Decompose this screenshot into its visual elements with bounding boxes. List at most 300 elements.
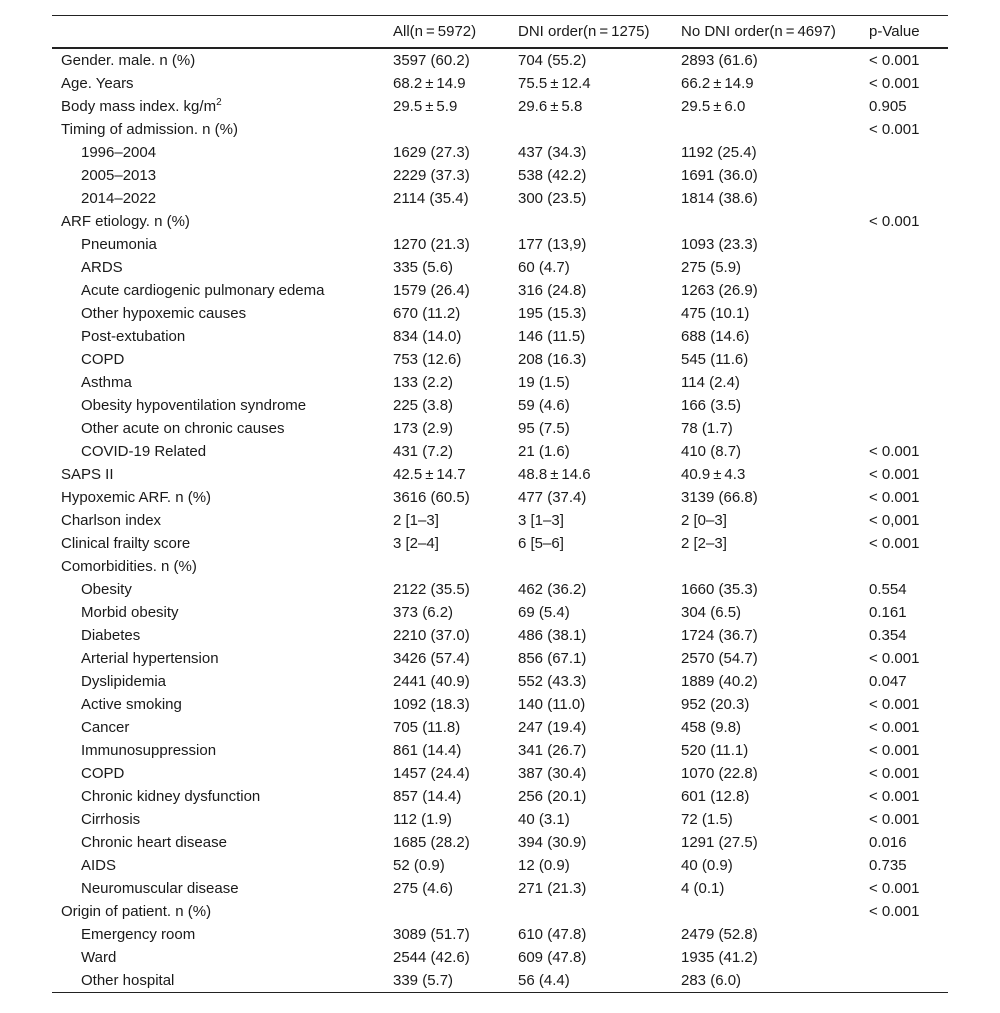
row-label — [52, 555, 384, 578]
cell-p-value — [860, 48, 948, 72]
cell-all-text: 2441 (40.9) — [393, 672, 470, 690]
cell-all — [384, 762, 509, 785]
cell-p-value — [860, 831, 948, 854]
header-dni-order: DNI order(n = 1275) — [509, 16, 672, 48]
cell-dni-order — [509, 555, 672, 578]
row-label-text: COPD — [81, 350, 125, 368]
cell-no-dni-order — [672, 647, 860, 670]
cell-no-dni-order-text: 545 (11.6) — [681, 350, 749, 368]
cell-all-text: 2 [1–3] — [393, 511, 439, 529]
cell-no-dni-order-text: 1691 (36.0) — [681, 166, 758, 184]
cell-dni-order-text: 271 (21.3) — [518, 879, 587, 897]
row-label — [52, 946, 384, 969]
row-label — [52, 302, 384, 325]
table-row — [52, 233, 948, 256]
cell-all-text: 275 (4.6) — [393, 879, 454, 897]
cell-p-value — [860, 187, 948, 210]
row-label — [52, 624, 384, 647]
row-label-text: Dyslipidemia — [81, 672, 167, 690]
cell-all-text: 112 (1.9) — [393, 810, 452, 828]
cell-all — [384, 808, 509, 831]
cell-dni-order — [509, 578, 672, 601]
cell-no-dni-order-text: 1889 (40.2) — [681, 672, 758, 690]
cell-all — [384, 463, 509, 486]
cell-no-dni-order — [672, 141, 860, 164]
table-row — [52, 854, 948, 877]
cell-p-value-text: < 0.001 — [869, 120, 920, 138]
cell-no-dni-order — [672, 877, 860, 900]
cell-no-dni-order — [672, 946, 860, 969]
cell-all — [384, 164, 509, 187]
cell-p-value — [860, 969, 948, 993]
cell-p-value — [860, 808, 948, 831]
cell-p-value — [860, 509, 948, 532]
row-label-text: Arterial hypertension — [81, 649, 219, 667]
cell-dni-order — [509, 440, 672, 463]
cell-dni-order-text: 177 (13,9) — [518, 235, 587, 253]
cell-no-dni-order-text: 601 (12.8) — [681, 787, 750, 805]
cell-no-dni-order-text: 1724 (36.7) — [681, 626, 758, 644]
cell-all — [384, 923, 509, 946]
table-row — [52, 187, 948, 210]
cell-no-dni-order — [672, 486, 860, 509]
cell-dni-order — [509, 48, 672, 72]
cell-dni-order — [509, 946, 672, 969]
cell-all-text: 1685 (28.2) — [393, 833, 470, 851]
cell-all-text: 133 (2.2) — [393, 373, 454, 391]
cell-all — [384, 670, 509, 693]
row-label-text: Cirrhosis — [81, 810, 141, 828]
row-label — [52, 509, 384, 532]
table-row — [52, 762, 948, 785]
cell-all — [384, 509, 509, 532]
cell-dni-order — [509, 463, 672, 486]
cell-all — [384, 141, 509, 164]
cell-no-dni-order-text: 66.2 ± 14.9 — [681, 74, 754, 92]
cell-all-text: 1629 (27.3) — [393, 143, 470, 161]
row-label — [52, 831, 384, 854]
cell-all — [384, 187, 509, 210]
cell-dni-order-text: 21 (1.6) — [518, 442, 570, 460]
row-label — [52, 463, 384, 486]
row-label-text: Other hypoxemic causes — [81, 304, 247, 322]
cell-dni-order-text: 704 (55.2) — [518, 51, 587, 69]
row-label-text: Timing of admission. n (%) — [61, 120, 238, 138]
row-label-text: Immunosuppression — [81, 741, 217, 759]
cell-all — [384, 555, 509, 578]
cell-p-value-text: < 0.001 — [869, 74, 920, 92]
cell-dni-order — [509, 900, 672, 923]
cell-no-dni-order-text: 4 (0.1) — [681, 879, 725, 897]
cell-no-dni-order-text: 283 (6.0) — [681, 971, 742, 989]
cell-no-dni-order — [672, 578, 860, 601]
cell-dni-order-text: 48.8 ± 14.6 — [518, 465, 591, 483]
cell-all — [384, 532, 509, 555]
cell-all-text: 225 (3.8) — [393, 396, 454, 414]
cell-all-text: 1270 (21.3) — [393, 235, 470, 253]
cell-p-value-text: < 0.001 — [869, 488, 920, 506]
row-label-text: Active smoking — [81, 695, 182, 713]
row-label-text: Clinical frailty score — [61, 534, 191, 552]
cell-no-dni-order — [672, 762, 860, 785]
cell-all-text: 339 (5.7) — [393, 971, 454, 989]
cell-all-text: 68.2 ± 14.9 — [393, 74, 466, 92]
row-label-text: Body mass index. kg/m — [61, 97, 217, 115]
cell-dni-order — [509, 118, 672, 141]
table-row — [52, 210, 948, 233]
cell-p-value — [860, 555, 948, 578]
cell-no-dni-order — [672, 739, 860, 762]
cell-p-value-text: < 0,001 — [869, 511, 920, 529]
cell-p-value — [860, 762, 948, 785]
row-label-text: Gender. male. n (%) — [61, 51, 196, 69]
cell-all-text: 431 (7.2) — [393, 442, 454, 460]
cell-no-dni-order-text: 1814 (38.6) — [681, 189, 758, 207]
row-label-text: Asthma — [81, 373, 132, 391]
cell-p-value — [860, 900, 948, 923]
cell-no-dni-order — [672, 785, 860, 808]
row-label — [52, 647, 384, 670]
row-label — [52, 371, 384, 394]
cell-dni-order-text: 437 (34.3) — [518, 143, 587, 161]
table-row — [52, 394, 948, 417]
table-row — [52, 348, 948, 371]
cell-no-dni-order — [672, 670, 860, 693]
cell-no-dni-order — [672, 693, 860, 716]
cell-no-dni-order-text: 688 (14.6) — [681, 327, 750, 345]
table-row — [52, 440, 948, 463]
row-label — [52, 187, 384, 210]
header-label-column — [52, 16, 384, 48]
cell-all — [384, 417, 509, 440]
row-label — [52, 48, 384, 72]
cell-dni-order — [509, 279, 672, 302]
cell-dni-order — [509, 371, 672, 394]
cell-all — [384, 440, 509, 463]
cell-dni-order-text: 75.5 ± 12.4 — [518, 74, 591, 92]
row-label — [52, 532, 384, 555]
row-label — [52, 279, 384, 302]
table-row — [52, 946, 948, 969]
cell-no-dni-order — [672, 900, 860, 923]
cell-p-value — [860, 463, 948, 486]
cell-p-value-text: < 0.001 — [869, 741, 920, 759]
row-label-text: Pneumonia — [81, 235, 157, 253]
cell-dni-order — [509, 601, 672, 624]
cell-p-value-text: 0.905 — [869, 97, 907, 115]
cell-p-value-text: 0.354 — [869, 626, 907, 644]
row-label-text: Chronic heart disease — [81, 833, 227, 851]
cell-no-dni-order — [672, 48, 860, 72]
row-label-text: Comorbidities. n (%) — [61, 557, 197, 575]
cell-all-text: 705 (11.8) — [393, 718, 461, 736]
cell-all-text: 753 (12.6) — [393, 350, 462, 368]
table-row — [52, 900, 948, 923]
cell-all — [384, 946, 509, 969]
cell-dni-order-text: 477 (37.4) — [518, 488, 587, 506]
cell-p-value — [860, 923, 948, 946]
cell-p-value — [860, 256, 948, 279]
table-row — [52, 877, 948, 900]
cell-dni-order-text: 538 (42.2) — [518, 166, 587, 184]
cell-no-dni-order — [672, 187, 860, 210]
cell-dni-order-text: 6 [5–6] — [518, 534, 564, 552]
table-row — [52, 578, 948, 601]
cell-no-dni-order — [672, 532, 860, 555]
cell-no-dni-order-text: 78 (1.7) — [681, 419, 733, 437]
cell-p-value-text: < 0.001 — [869, 534, 920, 552]
cell-no-dni-order-text: 40 (0.9) — [681, 856, 733, 874]
cell-dni-order-text: 316 (24.8) — [518, 281, 587, 299]
table-row — [52, 256, 948, 279]
cell-all — [384, 325, 509, 348]
cell-dni-order — [509, 808, 672, 831]
cell-dni-order-text: 486 (38.1) — [518, 626, 587, 644]
cell-no-dni-order — [672, 808, 860, 831]
row-label — [52, 785, 384, 808]
row-label-text: Post-extubation — [81, 327, 186, 345]
cell-no-dni-order-text: 458 (9.8) — [681, 718, 742, 736]
cell-no-dni-order — [672, 118, 860, 141]
cell-dni-order — [509, 624, 672, 647]
cell-no-dni-order — [672, 601, 860, 624]
cell-p-value-text: 0.016 — [869, 833, 907, 851]
cell-no-dni-order-text: 1291 (27.5) — [681, 833, 758, 851]
cell-dni-order — [509, 141, 672, 164]
cell-all — [384, 210, 509, 233]
cell-all-text: 373 (6.2) — [393, 603, 454, 621]
cell-dni-order — [509, 647, 672, 670]
table-row — [52, 72, 948, 95]
cell-no-dni-order — [672, 210, 860, 233]
row-label — [52, 325, 384, 348]
row-label-text: Neuromuscular disease — [81, 879, 239, 897]
cell-dni-order-text: 146 (11.5) — [518, 327, 586, 345]
cell-dni-order — [509, 233, 672, 256]
cell-no-dni-order-text: 410 (8.7) — [681, 442, 742, 460]
row-label-text: Cancer — [81, 718, 130, 736]
cell-dni-order-text: 341 (26.7) — [518, 741, 587, 759]
cell-p-value — [860, 693, 948, 716]
header-row — [52, 16, 948, 48]
row-label-text: Origin of patient. n (%) — [61, 902, 212, 920]
cell-dni-order-text: 95 (7.5) — [518, 419, 570, 437]
table-row — [52, 325, 948, 348]
cell-p-value-text: 0.047 — [869, 672, 907, 690]
row-label — [52, 233, 384, 256]
table-row — [52, 969, 948, 993]
cell-no-dni-order-text: 1935 (41.2) — [681, 948, 758, 966]
row-label-text: ARDS — [81, 258, 123, 276]
cell-all-text: 857 (14.4) — [393, 787, 462, 805]
table-row — [52, 48, 948, 72]
cell-p-value — [860, 532, 948, 555]
cell-all — [384, 624, 509, 647]
cell-no-dni-order — [672, 95, 860, 118]
cell-dni-order — [509, 762, 672, 785]
cell-dni-order — [509, 923, 672, 946]
cell-p-value — [860, 785, 948, 808]
cell-p-value-text: 0.554 — [869, 580, 907, 598]
row-label — [52, 440, 384, 463]
row-label-text: 1996–2004 — [81, 143, 157, 161]
row-label-text: 2014–2022 — [81, 189, 157, 207]
row-label — [52, 762, 384, 785]
cell-dni-order — [509, 670, 672, 693]
cell-dni-order — [509, 72, 672, 95]
cell-all — [384, 48, 509, 72]
cell-all — [384, 118, 509, 141]
row-label — [52, 141, 384, 164]
cell-no-dni-order-text: 952 (20.3) — [681, 695, 750, 713]
cell-p-value-text: < 0.001 — [869, 695, 920, 713]
table-row — [52, 647, 948, 670]
row-label-text: Obesity hypoventilation syndrome — [81, 396, 307, 414]
row-label — [52, 808, 384, 831]
cell-p-value — [860, 325, 948, 348]
cell-all — [384, 716, 509, 739]
row-label — [52, 877, 384, 900]
cell-no-dni-order — [672, 279, 860, 302]
cell-all — [384, 854, 509, 877]
cell-p-value-text: < 0.001 — [869, 764, 920, 782]
cell-dni-order — [509, 739, 672, 762]
row-label — [52, 601, 384, 624]
cell-dni-order — [509, 164, 672, 187]
baseline-characteristics-table-container — [52, 15, 948, 993]
cell-no-dni-order-text: 40.9 ± 4.3 — [681, 465, 746, 483]
cell-p-value — [860, 233, 948, 256]
cell-p-value — [860, 371, 948, 394]
cell-no-dni-order — [672, 463, 860, 486]
cell-p-value-text: < 0.001 — [869, 879, 920, 897]
cell-dni-order-text: 394 (30.9) — [518, 833, 587, 851]
cell-no-dni-order — [672, 923, 860, 946]
row-label — [52, 348, 384, 371]
cell-all-text: 1092 (18.3) — [393, 695, 470, 713]
row-label-text: ARF etiology. n (%) — [61, 212, 190, 230]
cell-no-dni-order — [672, 624, 860, 647]
cell-dni-order — [509, 969, 672, 993]
cell-dni-order — [509, 532, 672, 555]
row-label-text: COVID-19 Related — [81, 442, 207, 460]
cell-all-text: 3616 (60.5) — [393, 488, 470, 506]
cell-all-text: 834 (14.0) — [393, 327, 462, 345]
cell-all — [384, 371, 509, 394]
cell-p-value — [860, 118, 948, 141]
cell-no-dni-order-text: 275 (5.9) — [681, 258, 742, 276]
cell-all-text: 2210 (37.0) — [393, 626, 470, 644]
row-label — [52, 72, 384, 95]
cell-all-text: 670 (11.2) — [393, 304, 461, 322]
cell-no-dni-order — [672, 302, 860, 325]
table-header — [52, 16, 948, 48]
cell-p-value — [860, 348, 948, 371]
table-row — [52, 509, 948, 532]
cell-dni-order-text: 59 (4.6) — [518, 396, 570, 414]
cell-no-dni-order-text: 3139 (66.8) — [681, 488, 758, 506]
cell-dni-order-text: 12 (0.9) — [518, 856, 570, 874]
cell-all-text: 1457 (24.4) — [393, 764, 470, 782]
row-label — [52, 854, 384, 877]
table-row — [52, 716, 948, 739]
row-label-text: Charlson index — [61, 511, 162, 529]
table-row — [52, 141, 948, 164]
row-label — [52, 739, 384, 762]
row-label-text: Chronic kidney dysfunction — [81, 787, 261, 805]
table-row — [52, 95, 948, 118]
cell-all-text: 2122 (35.5) — [393, 580, 470, 598]
table-row — [52, 555, 948, 578]
cell-no-dni-order — [672, 394, 860, 417]
cell-p-value-text: < 0.001 — [869, 810, 920, 828]
cell-no-dni-order-text: 475 (10.1) — [681, 304, 750, 322]
cell-p-value — [860, 624, 948, 647]
cell-all — [384, 72, 509, 95]
row-label-text: Age. Years — [61, 74, 134, 92]
header-all: All(n = 5972) — [384, 16, 509, 48]
cell-p-value — [860, 210, 948, 233]
cell-dni-order-text: 56 (4.4) — [518, 971, 570, 989]
cell-p-value — [860, 854, 948, 877]
row-label — [52, 394, 384, 417]
cell-no-dni-order — [672, 716, 860, 739]
cell-dni-order-text: 69 (5.4) — [518, 603, 570, 621]
cell-all-text: 3597 (60.2) — [393, 51, 470, 69]
cell-dni-order — [509, 417, 672, 440]
cell-p-value — [860, 877, 948, 900]
cell-p-value-text: < 0.001 — [869, 649, 920, 667]
cell-no-dni-order-text: 2 [0–3] — [681, 511, 727, 529]
cell-all — [384, 969, 509, 993]
cell-all-text: 2229 (37.3) — [393, 166, 470, 184]
row-label — [52, 118, 384, 141]
cell-all — [384, 739, 509, 762]
table-body — [52, 48, 948, 993]
cell-all-text: 2544 (42.6) — [393, 948, 470, 966]
cell-p-value — [860, 95, 948, 118]
cell-all-text: 3089 (51.7) — [393, 925, 470, 943]
cell-all-text: 29.5 ± 5.9 — [393, 97, 458, 115]
row-label-text: COPD — [81, 764, 125, 782]
cell-dni-order — [509, 394, 672, 417]
cell-all-text: 335 (5.6) — [393, 258, 454, 276]
cell-all — [384, 233, 509, 256]
table-row — [52, 532, 948, 555]
cell-no-dni-order-text: 520 (11.1) — [681, 741, 749, 759]
cell-p-value-text: < 0.001 — [869, 465, 920, 483]
cell-dni-order — [509, 325, 672, 348]
cell-dni-order — [509, 785, 672, 808]
cell-p-value-text: < 0.001 — [869, 787, 920, 805]
row-label-text: Morbid obesity — [81, 603, 179, 621]
row-label — [52, 923, 384, 946]
cell-p-value — [860, 647, 948, 670]
cell-all-text: 861 (14.4) — [393, 741, 462, 759]
row-label-text: Other hospital — [81, 971, 175, 989]
cell-dni-order — [509, 877, 672, 900]
cell-dni-order-text: 29.6 ± 5.8 — [518, 97, 583, 115]
cell-dni-order — [509, 716, 672, 739]
cell-all — [384, 348, 509, 371]
cell-no-dni-order — [672, 325, 860, 348]
cell-no-dni-order — [672, 831, 860, 854]
cell-dni-order — [509, 302, 672, 325]
row-label — [52, 900, 384, 923]
row-label — [52, 164, 384, 187]
row-label-text: Other acute on chronic causes — [81, 419, 285, 437]
row-label — [52, 693, 384, 716]
